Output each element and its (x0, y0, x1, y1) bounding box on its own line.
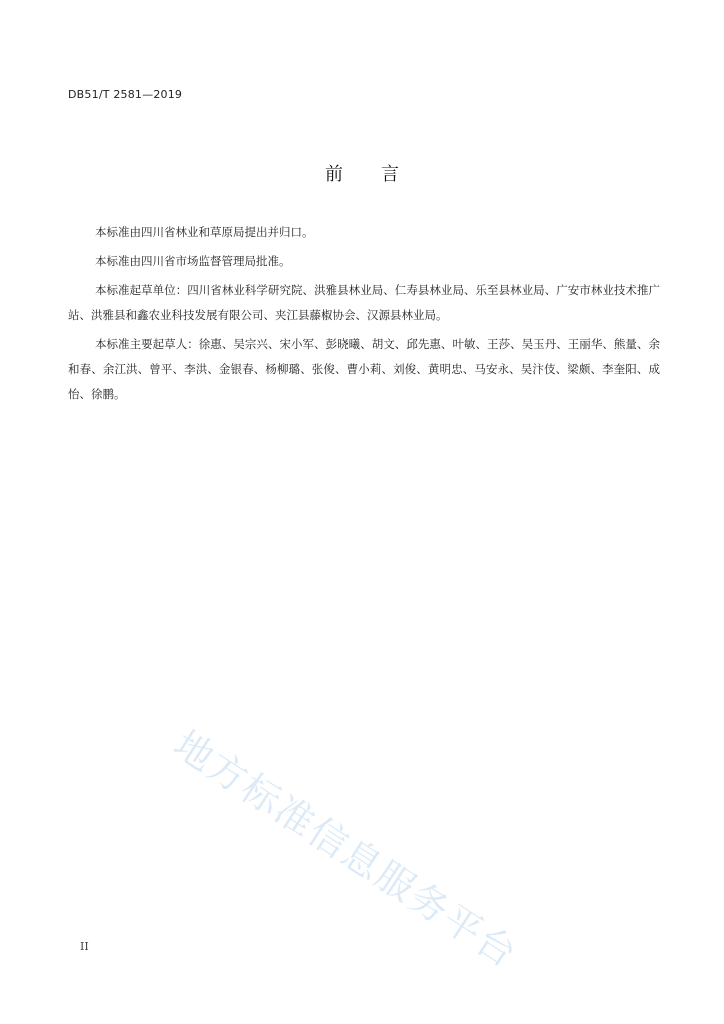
title-char-2: 言 (381, 164, 399, 185)
paragraph-drafters: 本标准主要起草人：徐惠、吴宗兴、宋小军、彭晓曦、胡文、邱先惠、叶敏、王莎、吴玉丹、王丽华、熊量、余和春、余江洪、曾平、李洪、金银春、杨柳璐、张俊、曹小莉、刘俊、黄明忠、马安永、吴汴伎、梁颇、李奎阳、成怡、徐鹏。 (68, 337, 660, 401)
document-code: DB51/T 2581—2019 (68, 88, 183, 101)
title-char-1: 前 (325, 164, 343, 185)
paragraph-drafting-units: 本标准起草单位：四川省林业科学研究院、洪雅县林业局、仁寿县林业局、乐至县林业局、广安市林业技术推广站、洪雅县和鑫农业科技发展有限公司、夹江县藤椒协会、汉源县林业局。 (68, 283, 660, 322)
paragraph-approver: 本标准由四川省市场监督管理局批准。 (95, 254, 291, 268)
watermark: 地方标准信息服务平台 (166, 721, 526, 977)
paragraph-proposer: 本标准由四川省林业和草原局提出并归口。 (95, 225, 314, 239)
foreword-body (68, 220, 660, 411)
page-title (0, 160, 724, 186)
page-number: II (80, 940, 89, 953)
